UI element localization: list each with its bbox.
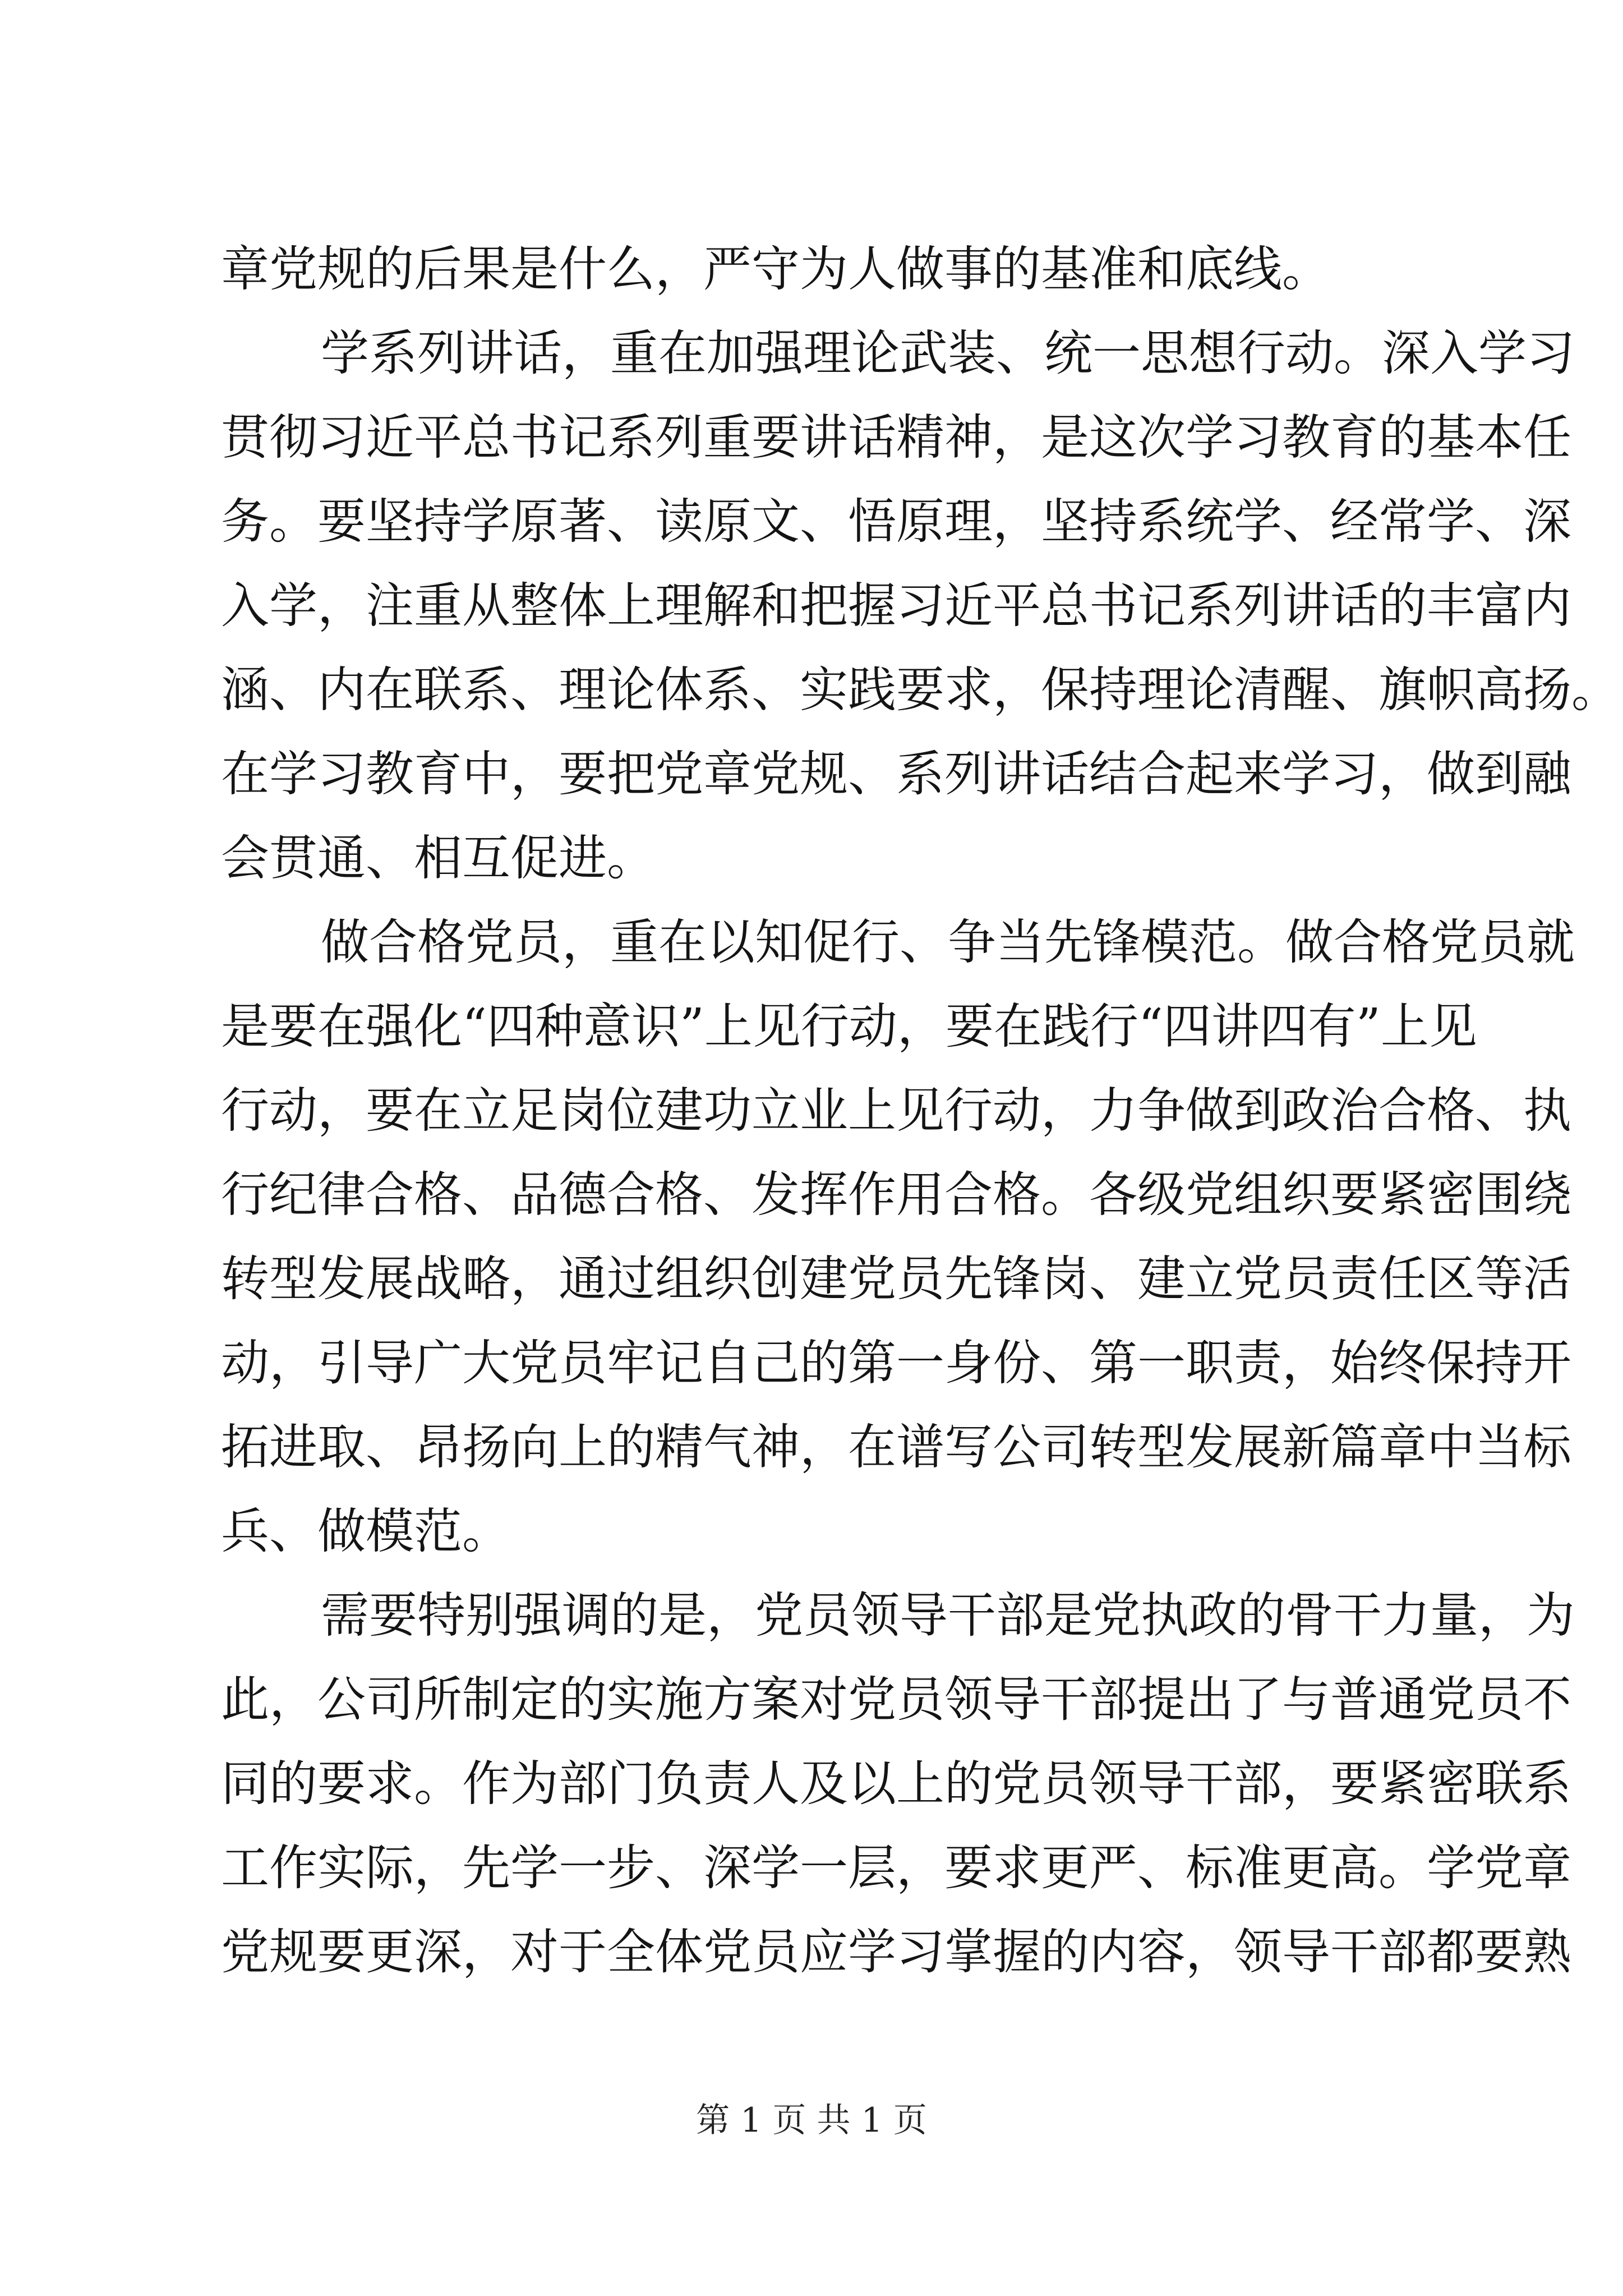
text-line: 动，引导广大党员牢记自己的第一身份、第一职责，始终保持开 <box>221 1335 1571 1391</box>
text-line: 会贯通、相互促进。 <box>221 830 655 886</box>
page-footer: 第 1 页 共 1 页 <box>696 2101 927 2140</box>
text-line: 此，公司所制定的实施方案对党员领导干部提出了与普通党员不 <box>221 1672 1571 1728</box>
text-line: 贯彻习近平总书记系列重要讲话精神，是这次学习教育的基本任 <box>221 409 1571 466</box>
text-line: 涵、内在联系、理论体系、实践要求，保持理论清醒、旗帜高扬。 <box>221 662 1620 718</box>
paragraph-first-line: 做合格党员，重在以知促行、争当先锋模范。做合格党员就 <box>321 914 1575 970</box>
text-line: 入学，注重从整体上理解和把握习近平总书记系列讲话的丰富内 <box>221 578 1571 634</box>
text-line: 是要在强化“四种意识”上见行动，要在践行“四讲四有”上见 <box>221 999 1477 1055</box>
text-line: 党规要更深，对于全体党员应学习掌握的内容，领导干部都要熟 <box>221 1924 1571 1980</box>
text-line: 行纪律合格、品德合格、发挥作用合格。各级党组织要紧密围绕 <box>221 1167 1571 1223</box>
text-line: 务。要坚持学原著、读原文、悟原理，坚持系统学、经常学、深 <box>221 494 1571 550</box>
paragraph-first-line: 需要特别强调的是，党员领导干部是党执政的骨干力量，为 <box>321 1588 1575 1644</box>
text-line: 工作实际，先学一步、深学一层，要求更严、标准更高。学党章 <box>221 1840 1571 1896</box>
text-line: 行动，要在立足岗位建功立业上见行动，力争做到政治合格、执 <box>221 1083 1571 1139</box>
text-line: 转型发展战略，通过组织创建党员先锋岗、建立党员责任区等活 <box>221 1251 1571 1307</box>
text-line: 在学习教育中，要把党章党规、系列讲话结合起来学习，做到融 <box>221 746 1571 802</box>
text-line: 章党规的后果是什么，严守为人做事的基准和底线。 <box>221 241 1330 297</box>
paragraph-first-line: 学系列讲话，重在加强理论武装、统一思想行动。深入学习 <box>321 325 1575 381</box>
text-line: 拓进取、昂扬向上的精气神，在谱写公司转型发展新篇章中当标 <box>221 1419 1571 1475</box>
text-line: 同的要求。作为部门负责人及以上的党员领导干部，要紧密联系 <box>221 1756 1571 1812</box>
text-line: 兵、做模范。 <box>221 1503 510 1559</box>
